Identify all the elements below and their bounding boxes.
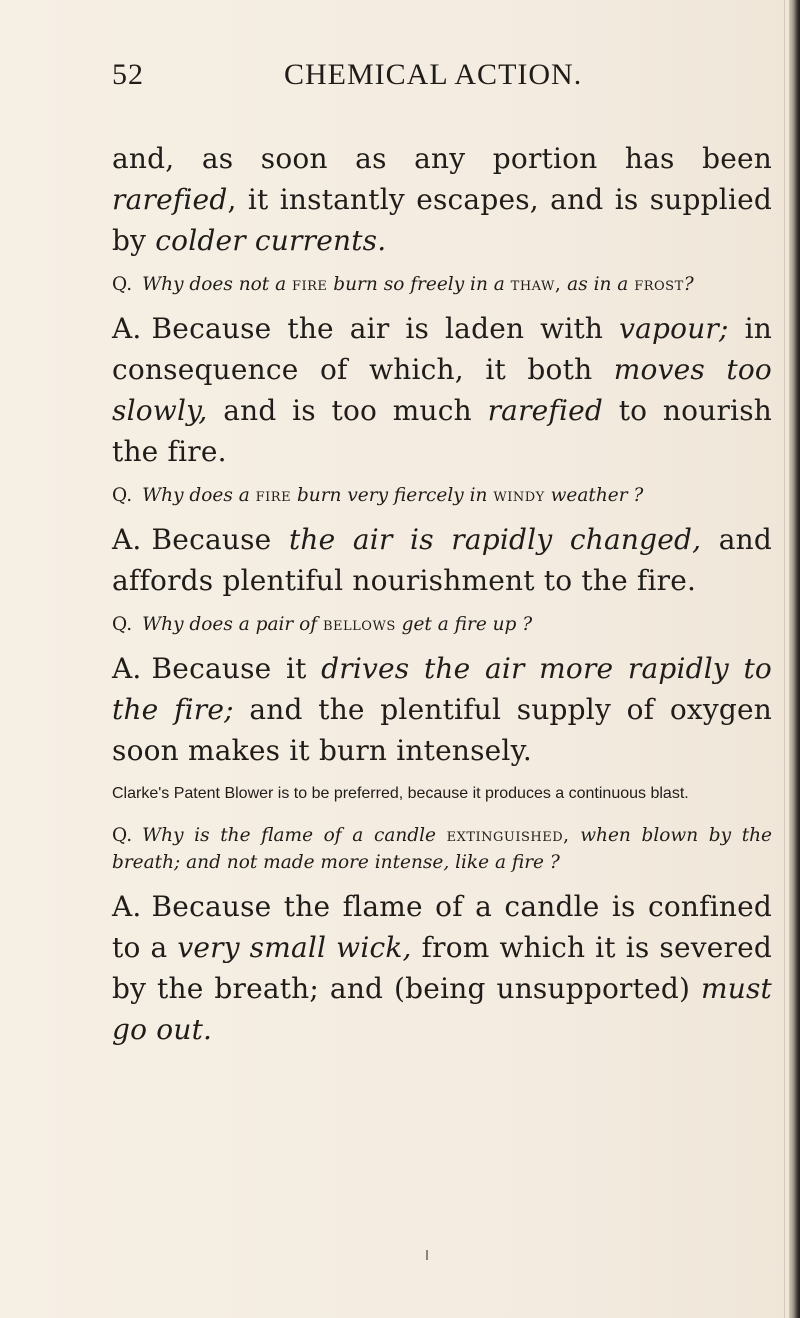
question-text: get a fire up ?	[395, 614, 533, 635]
question-smallcaps: fire	[255, 485, 292, 506]
answer-label: A.	[112, 523, 142, 556]
answer-label: A.	[112, 312, 142, 345]
answer-label: A.	[112, 890, 142, 923]
question-text: when blown by the breath; and not made more intense, like a fire ?	[112, 825, 773, 873]
answer-italic: very small wick,	[177, 931, 412, 964]
answer-thaw-frost	[112, 308, 772, 472]
answer-italic: the air is rapidly changed,	[288, 523, 702, 556]
question-text: Why does a pair of	[142, 614, 323, 635]
question-label: Q.	[112, 274, 133, 295]
question-label: Q.	[112, 825, 133, 846]
opening-italic-colder-currents: colder currents.	[155, 224, 387, 257]
question-smallcaps: bellows	[323, 614, 396, 635]
answer-text: and affords plentiful nourishment to the fire.	[112, 523, 772, 597]
answer-label: A.	[112, 652, 142, 685]
answer-italic: rarefied	[487, 394, 604, 427]
question-label: Q.	[112, 614, 133, 635]
answer-text: Because the flame of a candle is confined to a	[112, 890, 772, 964]
page-number: 52	[112, 58, 144, 91]
question-windy-weather	[112, 482, 772, 509]
question-text: Why does a	[142, 485, 256, 506]
answer-candle-flame	[112, 886, 772, 1050]
question-text: burn so freely in a	[327, 274, 511, 295]
question-text: Why does not a	[142, 274, 292, 295]
answer-text: Because	[151, 523, 289, 556]
answer-text: and the plentiful supply of oxygen soon makes it burn intensely.	[112, 693, 773, 767]
question-text: as in a	[561, 274, 635, 295]
text-block	[112, 138, 772, 1050]
question-smallcaps: extinguished,	[446, 825, 570, 846]
opening-text-2: , it instantly escapes, and is supplied by	[112, 183, 772, 257]
print-mark	[426, 1250, 428, 1260]
answer-text: Because it	[151, 652, 322, 685]
question-smallcaps: thaw,	[510, 274, 562, 295]
footnote-clarke-blower: Clarke's Patent Blower is to be preferred, because it produces a continuous blast.	[112, 785, 689, 802]
question-text: weather ?	[544, 485, 644, 506]
answer-text: from which it is severed by the breath; and (being unsupported)	[112, 931, 772, 1005]
page-edge-shadow	[789, 0, 800, 1318]
answer-text: in consequence of which, it both	[112, 312, 772, 386]
question-thaw-frost	[112, 271, 772, 298]
question-smallcaps: windy	[493, 485, 545, 506]
answer-text: to nourish the fire.	[112, 394, 772, 468]
page-fold-line	[784, 0, 785, 1318]
answer-bellows	[112, 648, 772, 771]
question-smallcaps: fire	[291, 274, 328, 295]
answer-text: Because the air is laden with	[151, 312, 620, 345]
question-text: burn very fiercely in	[291, 485, 494, 506]
question-label: Q.	[112, 485, 133, 506]
question-text: ?	[683, 274, 694, 295]
page-title: CHEMICAL ACTION.	[284, 58, 583, 91]
question-candle-flame	[112, 822, 772, 876]
answer-italic: must go out.	[112, 972, 772, 1046]
running-head	[0, 58, 760, 102]
question-bellows	[112, 611, 772, 638]
opening-italic-rarefied: rarefied	[112, 183, 228, 216]
answer-text: and is too much	[207, 394, 488, 427]
opening-text-1: and, as soon as any portion has been	[112, 142, 772, 175]
question-smallcaps: frost	[634, 274, 684, 295]
opening-paragraph	[112, 138, 772, 261]
answer-italic: moves too slowly,	[112, 353, 772, 427]
answer-windy-weather	[112, 519, 772, 601]
answer-italic: drives the air more rapidly to the fire;	[112, 652, 772, 726]
question-text: Why is the flame of a candle	[142, 825, 447, 846]
answer-italic: vapour;	[619, 312, 729, 345]
